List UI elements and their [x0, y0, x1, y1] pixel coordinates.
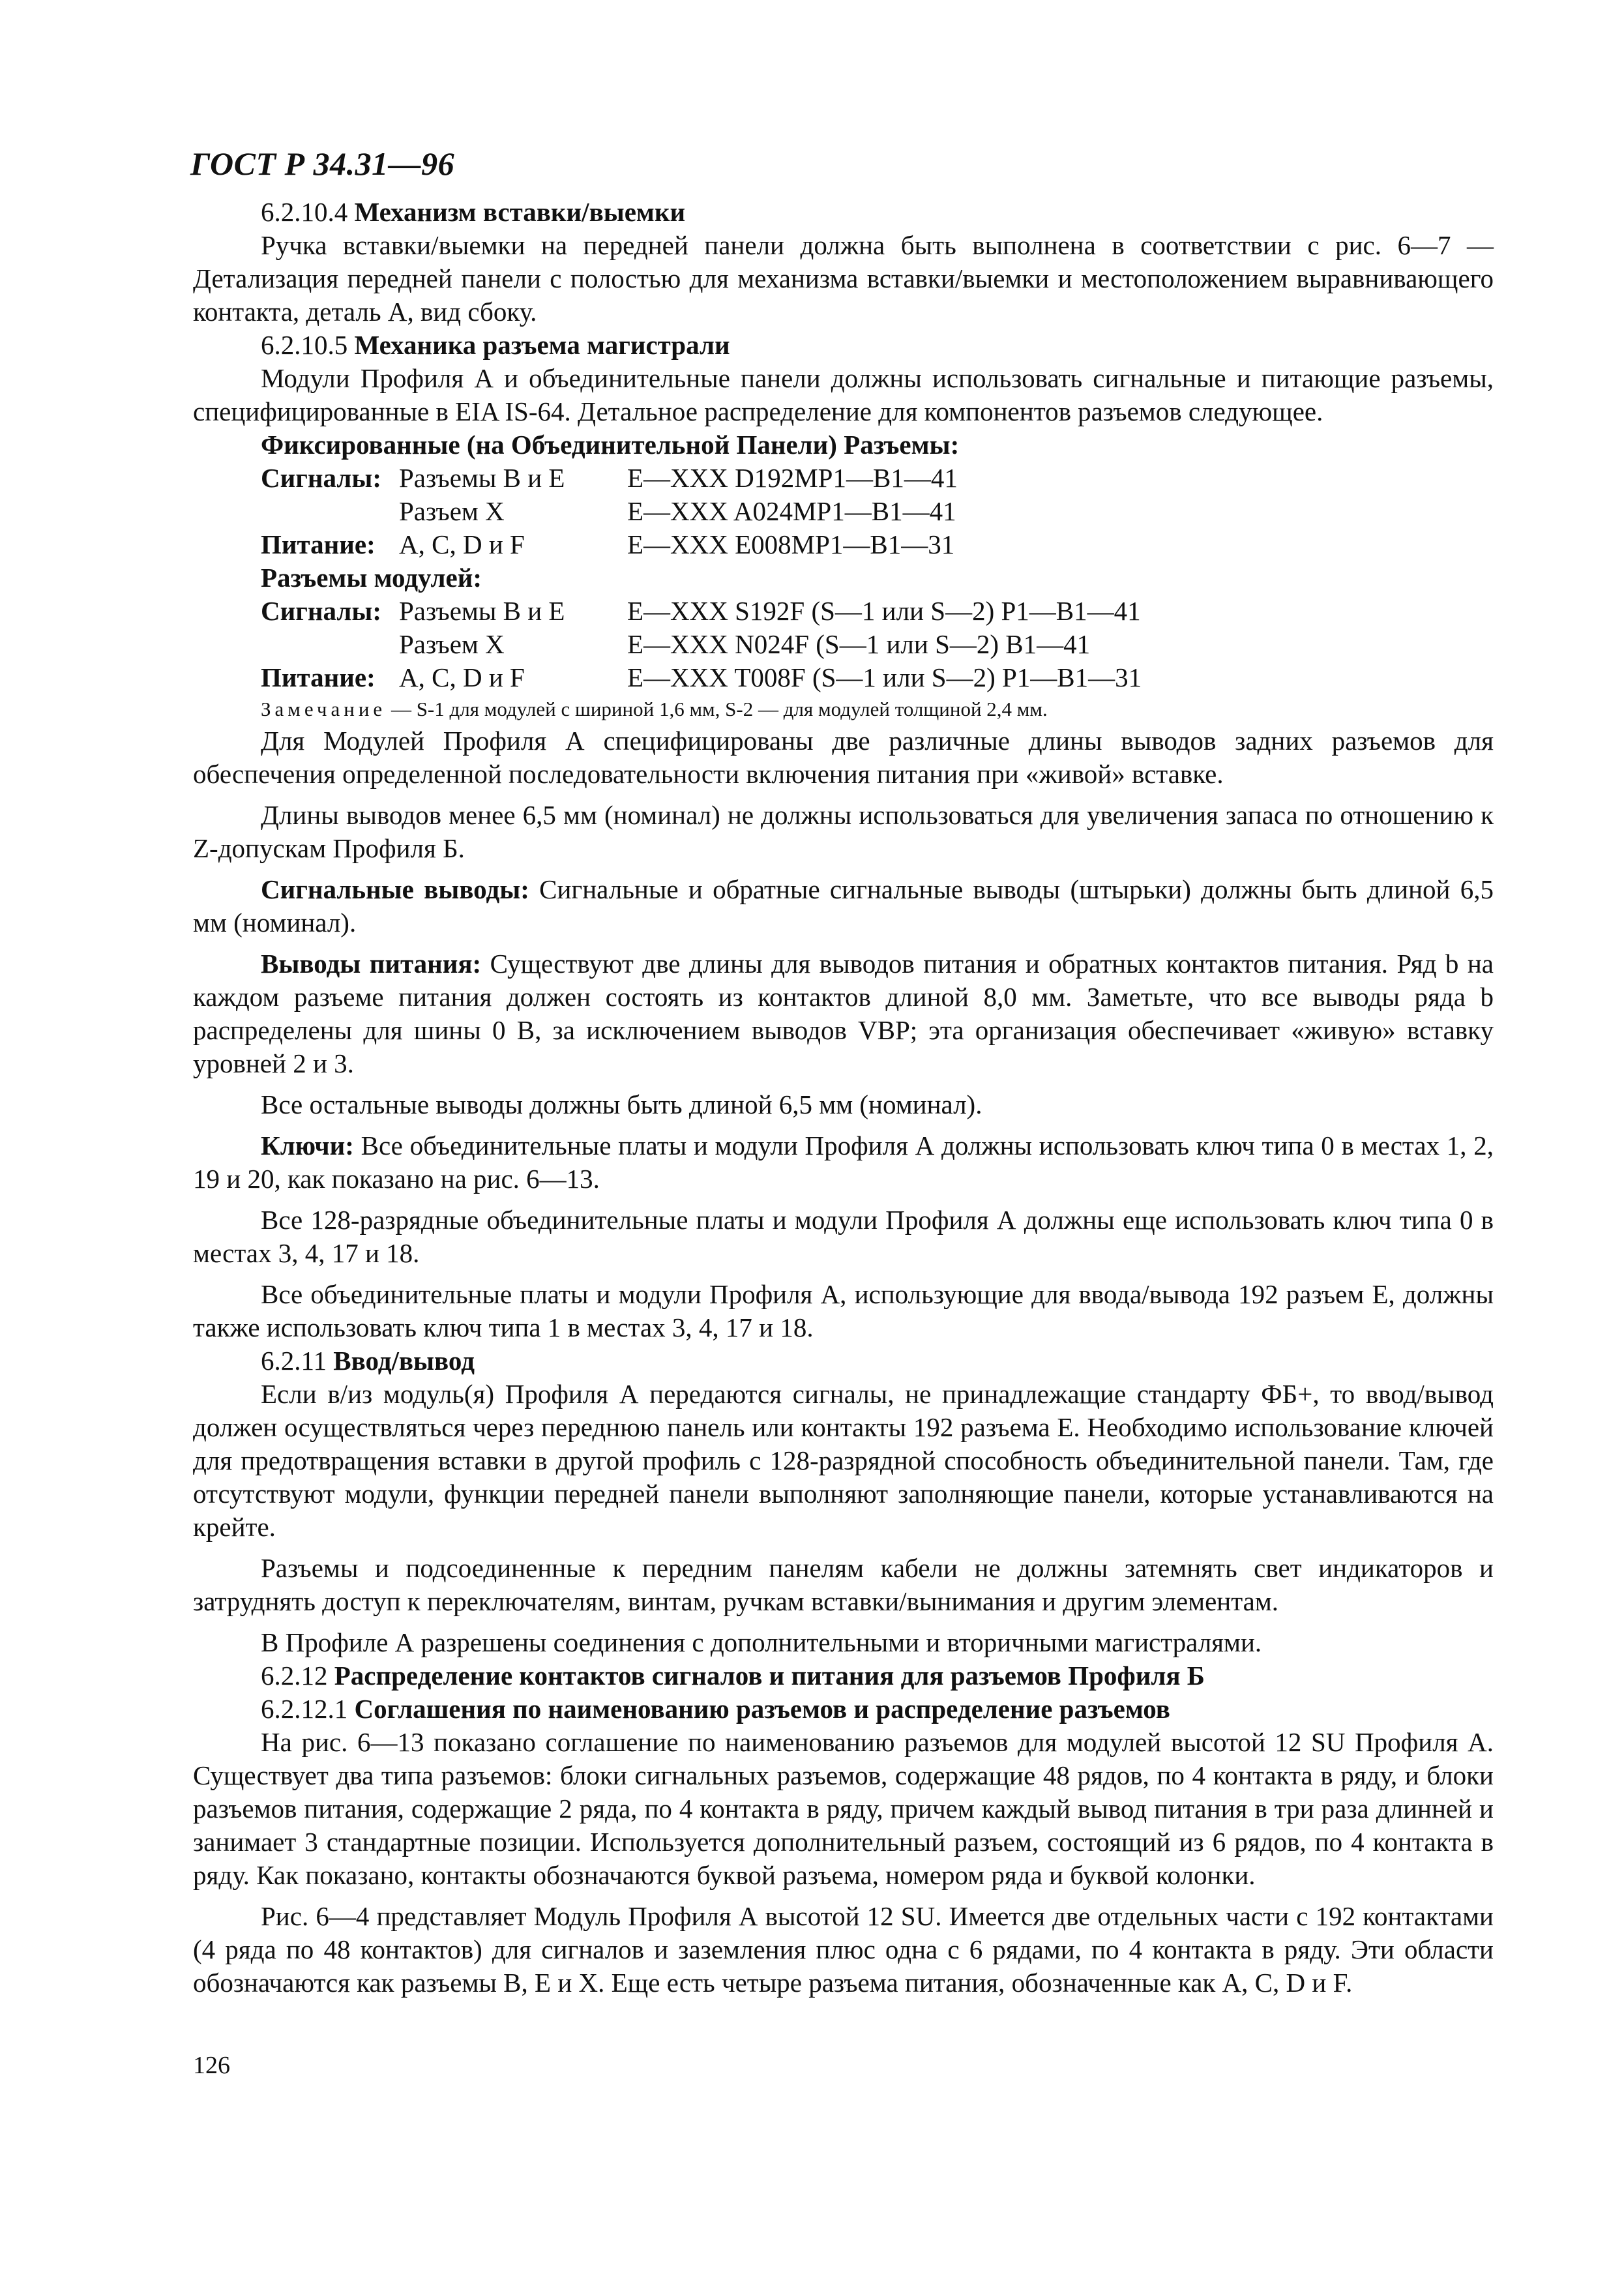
- connector-row: [261, 628, 1494, 661]
- section-title: Механизм вставки/выемки: [354, 197, 686, 227]
- connector-type-label: [261, 495, 399, 528]
- paragraph-label: Выводы питания:: [261, 949, 482, 979]
- connector-name: Разъем X: [399, 629, 505, 659]
- connector-row: [261, 495, 1494, 528]
- paragraph: Модули Профиля А и объединительные панели должны использовать сигнальные и питающие разъемы, специфицированные в EIA IS-64. Детальное распределение для компонентов разъемов следующее.: [193, 363, 1494, 426]
- connector-code: E—XXX S192F (S—1 или S—2) P1—B1—41: [627, 596, 1141, 626]
- connector-code: E—XXX T008F (S—1 или S—2) P1—B1—31: [627, 662, 1142, 692]
- section-title: Механика разъема магистрали: [354, 330, 730, 360]
- connector-code: E—XXX D192MP1—B1—41: [627, 463, 958, 493]
- section-heading-6-2-10-5: [193, 329, 1494, 362]
- module-connectors-title: Разъемы модулей:: [261, 563, 482, 593]
- paragraph: Ручка вставки/выемки на передней панели должна быть выполнена в соответствии с рис. 6—7 — Детализация передней панели с полостью для механизма вставки/выемки и местоположением выравнивающего контакта, деталь А, вид сбоку.: [193, 230, 1494, 327]
- connector-type-label: Сигналы:: [261, 463, 382, 493]
- paragraph: [193, 1129, 1494, 1196]
- section-title: Распределение контактов сигналов и питания для разъемов Профиля Б: [334, 1661, 1205, 1691]
- section-heading-6-2-11: [193, 1344, 1494, 1378]
- section-number: 6.2.12: [261, 1661, 328, 1691]
- section-number: 6.2.10.5: [261, 330, 348, 360]
- paragraph: В Профиле А разрешены соединения с дополнительными и вторичными магистралями.: [261, 1627, 1262, 1657]
- paragraph-label: Сигнальные выводы:: [261, 874, 529, 904]
- paragraph: Если в/из модуль(я) Профиля А передаются сигналы, не принадлежащие стандарту ФБ+, то ввод/вывод должен осуществляться через переднюю панель или контакты 192 разъема Е. Необходимо использование ключей для предотвращения вставки в другой профиль с 128-разрядной способность объединительной панели. Там, где отсутствуют модули, функции передней панели выполняют заполняющие панели, которые устанавливаются на крейте.: [193, 1379, 1494, 1542]
- section-heading-6-2-12: [193, 1659, 1494, 1692]
- connector-row: [261, 462, 1494, 495]
- paragraph: Все объединительные платы и модули Профиля А, использующие для ввода/вывода 192 разъем Е, должны также использовать ключ типа 1 в местах 3, 4, 17 и 18.: [193, 1279, 1494, 1342]
- document-body: [193, 196, 1494, 2000]
- note-label: Замечание: [261, 698, 387, 720]
- connector-type-label: Питание:: [261, 662, 376, 692]
- connector-name: Разъемы В и Е: [399, 596, 565, 626]
- paragraph-text: Сигнальные и обратные сигнальные выводы (штырьки) должны быть длиной 6,5 мм (номинал).: [193, 874, 1494, 938]
- paragraph: На рис. 6—13 показано соглашение по наименованию разъемов для модулей высотой 12 SU Профиля А. Существует два типа разъемов: блоки сигнальных разъемов, содержащие 48 рядов, по 4 контакта в ряду, и блоки разъемов питания, содержащие 2 ряда, по 4 контакта в ряду, причем каждый вывод питания в три раза длинней и занимает 3 стандартные позиции. Используется дополнительный разъем, состоящий из 6 рядов, по 4 контакта в ряду. Как показано, контакты обозначаются буквой разъема, номером ряда и буквой колонки.: [193, 1727, 1494, 1890]
- section-number: 6.2.12.1: [261, 1694, 348, 1724]
- section-number: 6.2.11: [261, 1346, 327, 1376]
- section-number: 6.2.10.4: [261, 197, 348, 227]
- connector-row: [261, 595, 1494, 628]
- note: [193, 694, 1494, 724]
- paragraph: Разъемы и подсоединенные к передним панелям кабели не должны затемнять свет индикаторов и затруднять доступ к переключателям, винтам, ручкам вставки/вынимания и другим элементам.: [193, 1553, 1494, 1616]
- paragraph: Для Модулей Профиля А специфицированы две различные длины выводов задних разъемов для обеспечения определенной последовательности включения питания при «живой» вставке.: [193, 726, 1494, 789]
- connector-row: [261, 661, 1494, 694]
- note-text: — S-1 для модулей с шириной 1,6 мм, S-2 — для модулей толщиной 2,4 мм.: [386, 698, 1048, 720]
- paragraph-text: Существуют две длины для выводов питания и обратных контактов питания. Ряд b на каждом разъеме питания должен состоять из контактов длиной 8,0 мм. Заметьте, что все выводы ряда b распределены для шины 0 В, за исключением выводов VBP; эта организация обеспечивает «живую» вставку уровней 2 и 3.: [193, 949, 1494, 1078]
- connector-row: [261, 528, 1494, 561]
- section-heading-6-2-10-4: [193, 196, 1494, 229]
- section-title: Ввод/вывод: [333, 1346, 475, 1376]
- paragraph: Все 128-разрядные объединительные платы и модули Профиля А должны еще использовать ключ типа 0 в местах 3, 4, 17 и 18.: [193, 1205, 1494, 1268]
- document-header: ГОСТ Р 34.31—96: [190, 145, 455, 182]
- paragraph: Рис. 6—4 представляет Модуль Профиля А высотой 12 SU. Имеется две отдельных части с 192 контактами (4 ряда по 48 контактов) для сигналов и заземления плюс одна с 6 рядами, по 4 контакта в ряду. Эти области обозначаются как разъемы В, Е и X. Еще есть четыре разъема питания, обозначенные как А, С, D и F.: [193, 1901, 1494, 1998]
- connector-type-label: Сигналы:: [261, 596, 382, 626]
- page-number: 126: [193, 2052, 230, 2079]
- paragraph-text: Все объединительные платы и модули Профиля А должны использовать ключ типа 0 в местах 1, 2, 19 и 20, как показано на рис. 6—13.: [193, 1131, 1494, 1194]
- connector-name: Разъем X: [399, 496, 505, 526]
- section-title: Соглашения по наименованию разъемов и распределение разъемов: [354, 1694, 1170, 1724]
- connector-name: Разъемы В и Е: [399, 463, 565, 493]
- connector-type-label: [261, 628, 399, 661]
- connector-name: А, С, D и F: [399, 662, 525, 692]
- paragraph: [193, 873, 1494, 939]
- paragraph-label: Ключи:: [261, 1131, 354, 1160]
- paragraph: Длины выводов менее 6,5 мм (номинал) не должны использоваться для увеличения запаса по отношению к Z-допускам Профиля Б.: [193, 800, 1494, 863]
- connector-code: E—XXX N024F (S—1 или S—2) B1—41: [627, 629, 1091, 659]
- connector-code: E—XXX E008MP1—B1—31: [627, 529, 955, 559]
- paragraph: [193, 947, 1494, 1080]
- fixed-connectors-title: Фиксированные (на Объединительной Панели) Разъемы:: [261, 430, 960, 460]
- section-heading-6-2-12-1: [193, 1692, 1494, 1726]
- connector-list: [193, 428, 1494, 694]
- connector-code: E—XXX A024MP1—B1—41: [627, 496, 956, 526]
- connector-type-label: Питание:: [261, 529, 376, 559]
- connector-name: А, С, D и F: [399, 529, 525, 559]
- paragraph: Все остальные выводы должны быть длиной 6,5 мм (номинал).: [261, 1089, 982, 1119]
